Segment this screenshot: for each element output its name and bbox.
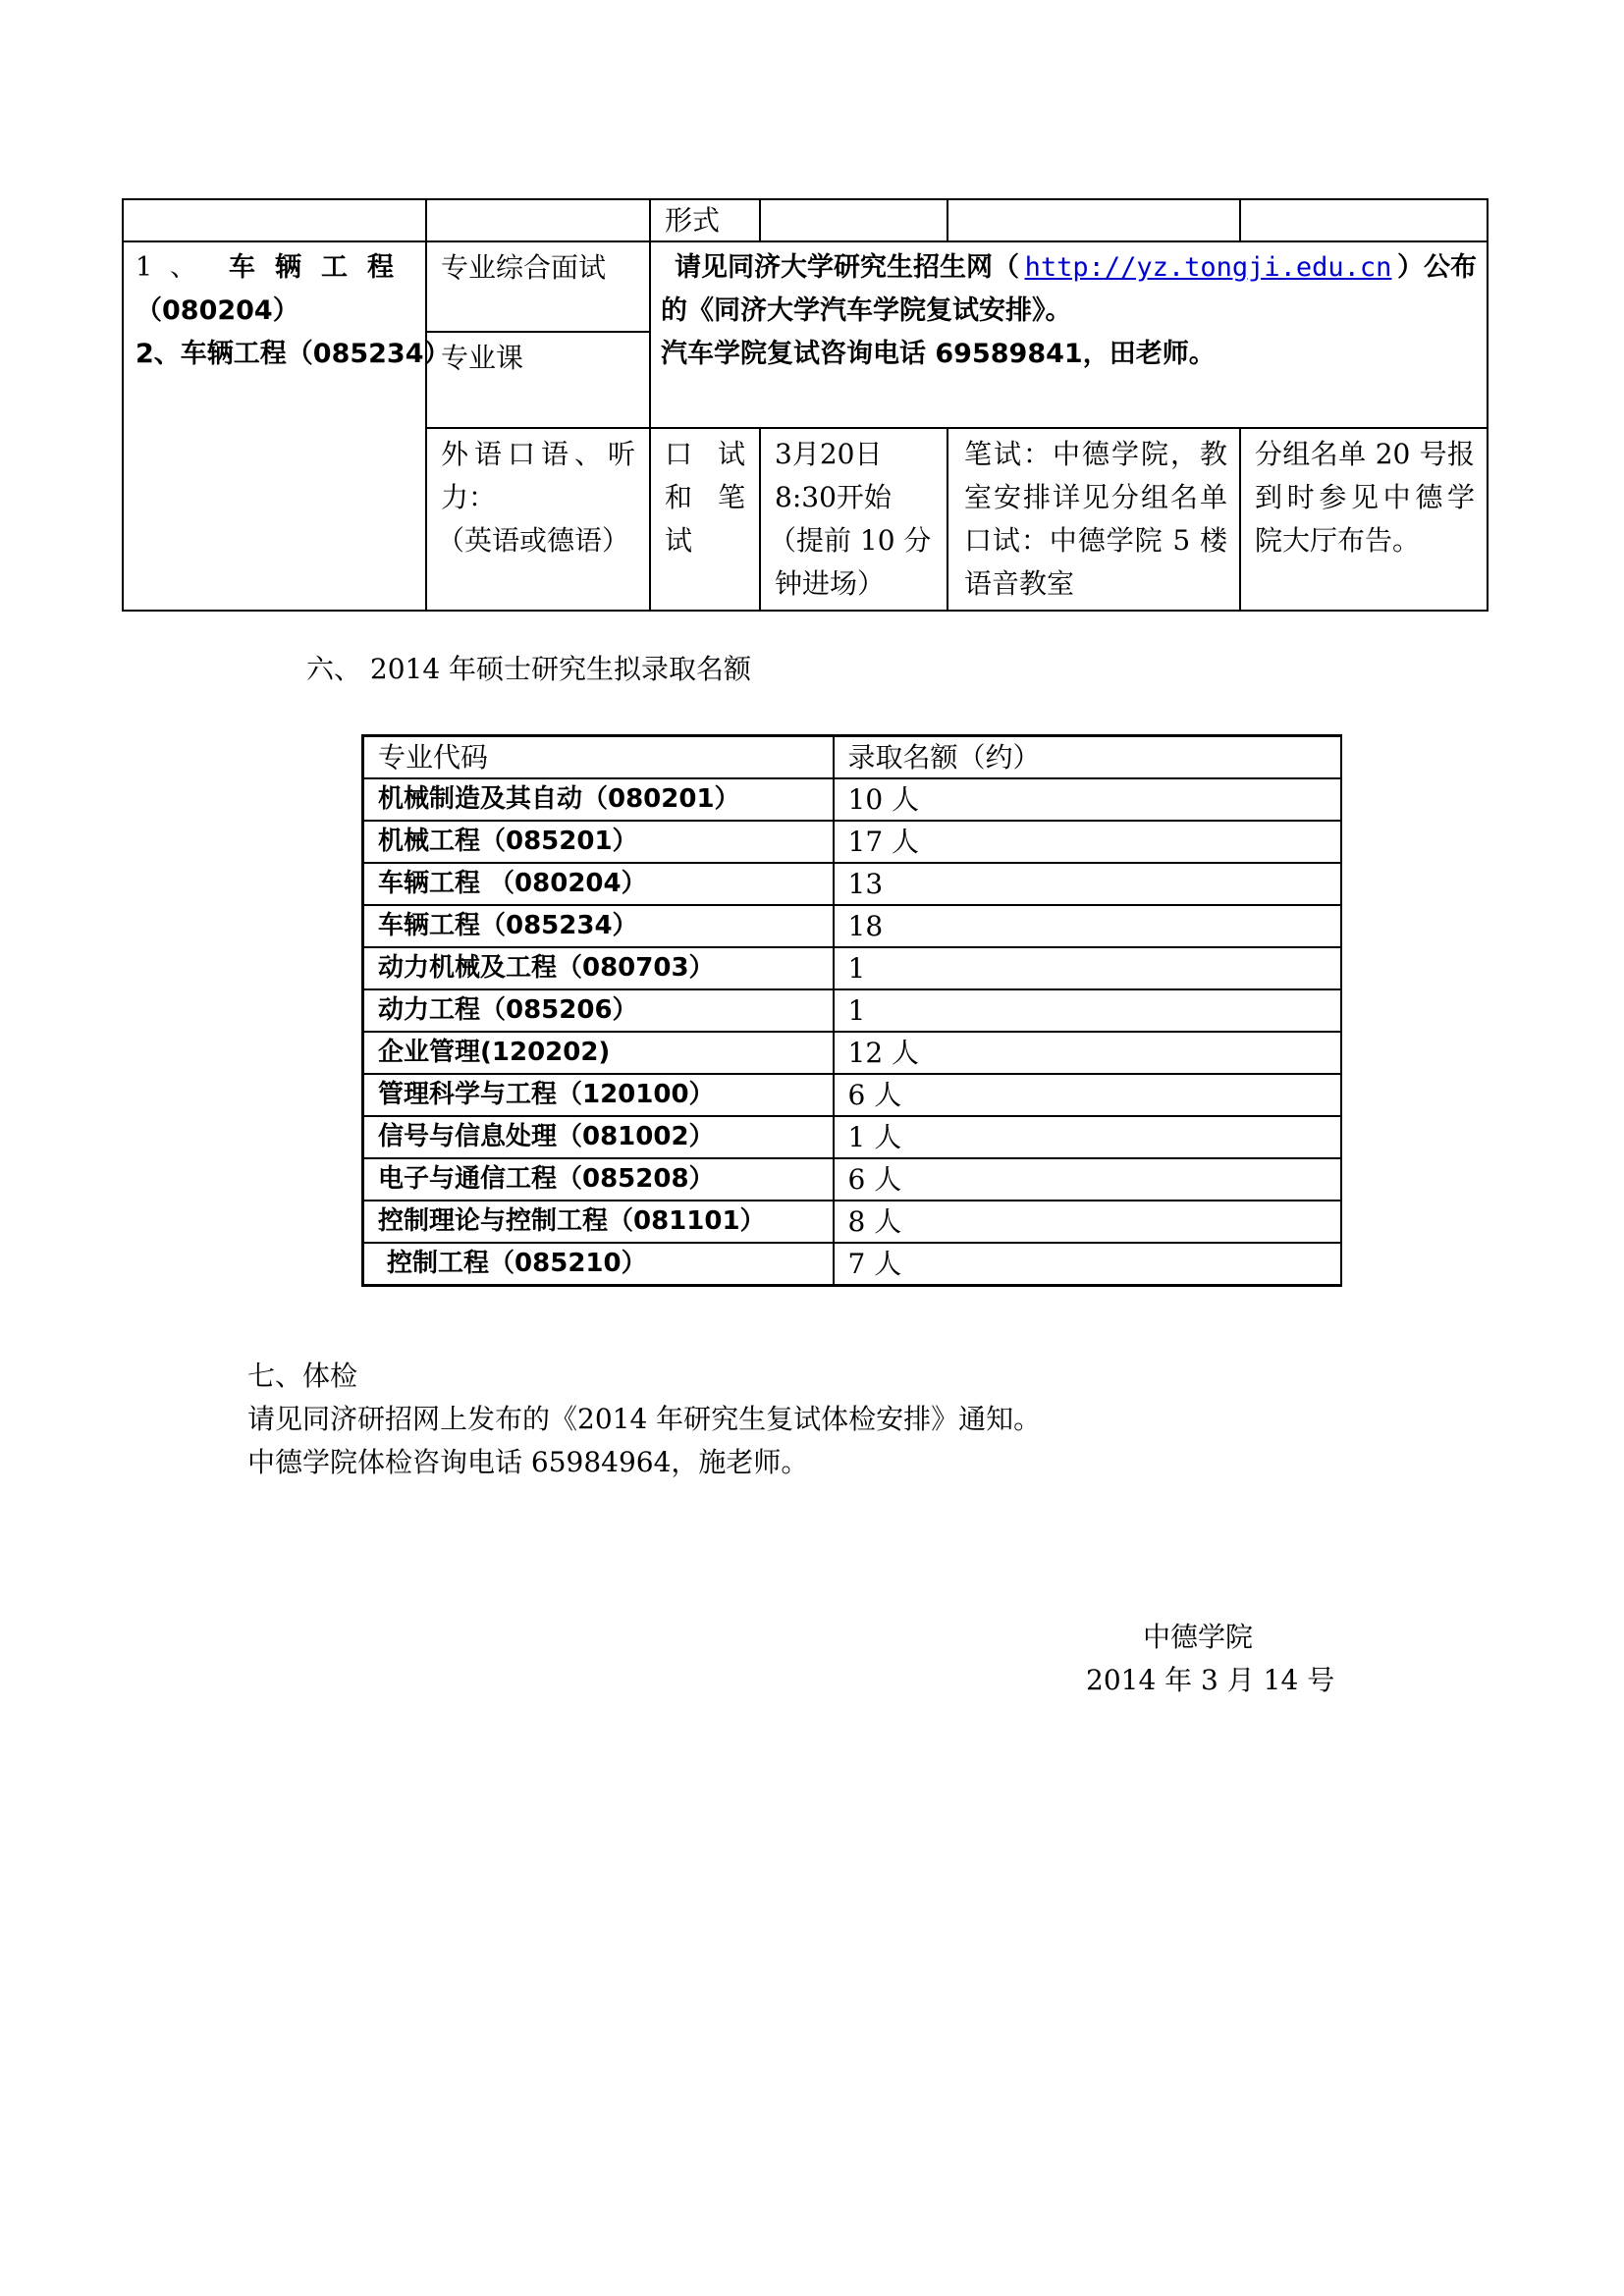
quota-cell: 6 人 [834, 1158, 1341, 1201]
header-cell-empty [760, 199, 947, 241]
notice-line1-suffix: ）公布 [1397, 252, 1477, 283]
major-cell: 机械工程（085201） [363, 821, 834, 863]
form-header-label: 形式 [665, 204, 721, 237]
table-row [363, 863, 1341, 905]
form-line3: 试 [665, 524, 693, 557]
form-cell [650, 428, 760, 611]
major-cell: 动力机械及工程（080703） [363, 947, 834, 989]
table-row [363, 1158, 1341, 1201]
major-cell: 机械制造及其自动（080201） [363, 778, 834, 821]
subject-interview-cell [426, 241, 650, 332]
notice-line2: 的《同济大学汽车学院复试安排》。 [661, 295, 1072, 326]
quota-header-row [363, 736, 1341, 779]
section7-line2: 中德学院体检咨询电话 65984964，施老师。 [247, 1446, 809, 1478]
quota-cell: 17 人 [834, 821, 1341, 863]
quota-cell: 1 [834, 989, 1341, 1032]
note-line2: 到时参见中德学 [1255, 481, 1475, 513]
table-row [363, 1116, 1341, 1158]
quota-cell: 13 [834, 863, 1341, 905]
subject-interview: 专业综合面试 [441, 251, 607, 284]
quota-header-major: 专业代码 [363, 736, 834, 779]
notice-line1-prefix: 请见同济大学研究生招生网（ [675, 252, 1019, 283]
notice-cell [650, 241, 1488, 428]
major-cell: 企业管理(120202) [363, 1032, 834, 1074]
form-line2: 和笔 [665, 481, 745, 513]
time-line4: 钟进场） [775, 567, 886, 600]
subject-language-line3: （英语或德语） [437, 524, 630, 557]
major-cell: 控制理论与控制工程（081101） [363, 1201, 834, 1243]
quota-cell: 1 人 [834, 1116, 1341, 1158]
header-cell-empty [426, 199, 650, 241]
table-row [363, 821, 1341, 863]
major-item2: 2、车辆工程（085234） [135, 339, 451, 369]
admissions-website-link[interactable]: http://yz.tongji.edu.cn [1024, 252, 1392, 283]
quota-cell: 12 人 [834, 1032, 1341, 1074]
major-cell: 控制工程（085210） [363, 1243, 834, 1286]
major-item1-num: 1、 [135, 252, 215, 283]
exam-schedule-table [122, 198, 1489, 612]
note-cell [1240, 428, 1488, 611]
note-line3: 院大厅布告。 [1255, 524, 1421, 557]
quota-cell: 7 人 [834, 1243, 1341, 1286]
subject-course-cell [426, 332, 650, 428]
place-line1: 笔试：中德学院，教 [964, 438, 1227, 470]
time-line1: 3月20日 [775, 438, 883, 470]
form-line1: 口试 [665, 438, 745, 470]
table-row [363, 1243, 1341, 1286]
signature-date: 2014 年 3 月 14 号 [1086, 1664, 1335, 1696]
table-header-row-partial [123, 199, 1488, 241]
table-row [363, 947, 1341, 989]
interview-row [123, 241, 1488, 332]
table-row [363, 1201, 1341, 1243]
table-row [363, 1074, 1341, 1116]
subject-course: 专业课 [441, 342, 524, 374]
table-row [363, 778, 1341, 821]
header-cell-empty [1240, 199, 1488, 241]
quota-cell: 18 [834, 905, 1341, 947]
header-cell-empty [947, 199, 1240, 241]
table-row [363, 1032, 1341, 1074]
place-cell [947, 428, 1240, 611]
place-line3: 口试：中德学院 5 楼 [964, 524, 1227, 557]
major-cell: 车辆工程（085234） [363, 905, 834, 947]
major-item1-code: （080204） [135, 295, 299, 326]
major-cell: 车辆工程 （080204） [363, 863, 834, 905]
time-line2: 8:30开始 [775, 481, 892, 513]
time-line3: （提前 10 分 [769, 524, 932, 557]
note-line1: 分组名单 20 号报 [1255, 438, 1475, 470]
header-cell-empty [123, 199, 426, 241]
major-cell: 管理科学与工程（120100） [363, 1074, 834, 1116]
quota-cell: 8 人 [834, 1201, 1341, 1243]
subject-language-line2: 力： [441, 481, 497, 513]
subject-language-cell [426, 428, 650, 611]
quota-header-count: 录取名额（约） [834, 736, 1341, 779]
header-cell-form [650, 199, 760, 241]
quota-cell: 10 人 [834, 778, 1341, 821]
major-item1-name: 车辆工程 [229, 252, 413, 283]
place-line2: 室安排详见分组名单 [964, 481, 1227, 513]
place-line4: 语音教室 [964, 567, 1075, 600]
major-cell: 动力工程（085206） [363, 989, 834, 1032]
subject-language-line1: 外语口语、听 [441, 438, 635, 470]
notice-line3: 汽车学院复试咨询电话 69589841，田老师。 [661, 339, 1216, 369]
major-cell: 信号与信息处理（081002） [363, 1116, 834, 1158]
section6-heading: 六、 2014 年硕士研究生拟录取名额 [306, 653, 752, 685]
section7-heading: 七、体检 [247, 1360, 358, 1392]
major-cell: 电子与通信工程（085208） [363, 1158, 834, 1201]
quota-cell: 1 [834, 947, 1341, 989]
table-row [363, 989, 1341, 1032]
quota-cell: 6 人 [834, 1074, 1341, 1116]
table-row [363, 905, 1341, 947]
signature-org: 中德学院 [1143, 1621, 1254, 1653]
section7-line1: 请见同济研招网上发布的《2014 年研究生复试体检安排》通知。 [247, 1403, 1042, 1435]
admission-quota-table [361, 734, 1342, 1287]
time-cell [760, 428, 947, 611]
majors-cell [123, 241, 451, 611]
